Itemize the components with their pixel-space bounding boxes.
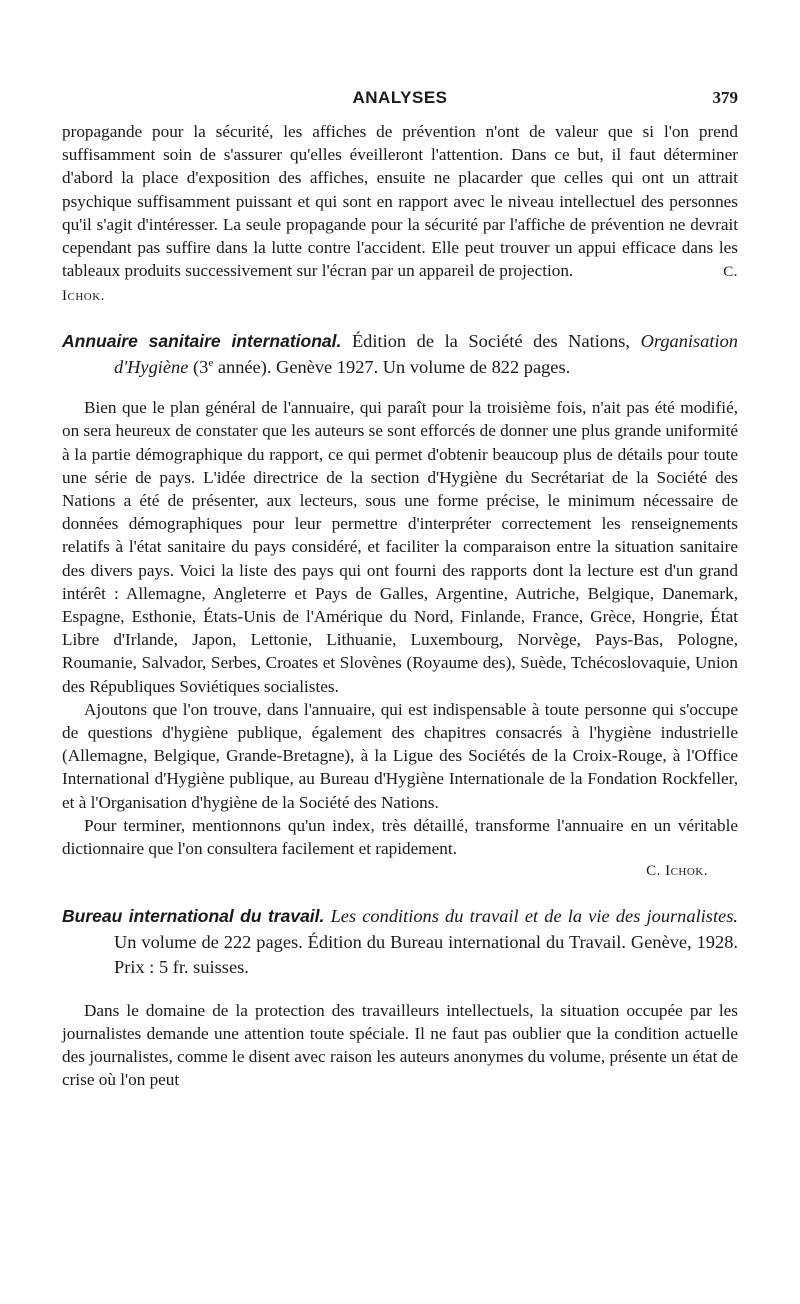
review-paragraph: Dans le domaine de la protection des travailleurs intellectuels, la situation occupée par les journalistes demande une attention toute spéciale. Il ne faut pas oublier que la condition actuelle des journalistes, comme le disent avec raison les auteurs anonymes du volume, présente un état de crise où l'on peut: [62, 1000, 738, 1090]
review-heading: [62, 904, 738, 981]
review-publication-details: Un volume de 222 pages. Édition du Bureau international du Travail. Genève, 1928. Prix : 5 fr. suisses.: [114, 931, 738, 978]
review-title: Bureau international du travail.: [62, 906, 325, 927]
review-body: [62, 999, 738, 1092]
review-paragraph: Bien que le plan général de l'annuaire, qui paraît pour la troisième fois, n'ait pas été modifié, on sera heureux de constater que les auteurs se sont efforcés de donner une plus grande uniformité à la partie démographique du rapport, ce qui permet d'obtenir beaucoup plus de détails pour toute une série de pays. L'idée directrice de la section d'Hygiène du Secrétariat de la Société des Nations a été de présenter, aux lecteurs, sous une forme précise, le minimum nécessaire de données démographiques pour leur permettre d'interpréter correctement les renseignements relatifs à l'état sanitaire du pays considéré, et faciliter la comparaison entre la situation sanitaire des divers pays. Voici la liste des pays qui ont fourni des rapports dont la lecture est d'un grand intérêt : Allemagne, Angleterre et Pays de Galles, Argentine, Autriche, Belgique, Danemark, Espagne, Esthonie, États-Unis de l'Amérique du Nord, Finlande, France, Grèce, Hongrie, État Libre d'Irlande, Japon, Lettonie, Lithuanie, Luxembourg, Norvège, Pays-Bas, Pologne, Roumanie, Salvador, Serbes, Croates et Slovènes (Royaume des), Suède, Tchécoslovaquie, Union des Républiques Soviétiques socialistes.: [62, 398, 738, 696]
review-edition: (3: [193, 356, 209, 377]
review-paragraph: Pour terminer, mentionnons qu'un index, très détaillé, transforme l'annuaire en un véritable dictionnaire que l'on consultera facilement et rapidement.: [62, 815, 738, 859]
review-publication-details: année). Genève 1927. Un volume de 822 pages.: [217, 356, 571, 377]
edition-superscript: e: [208, 356, 214, 369]
running-title: ANALYSES: [352, 88, 448, 107]
review-body: [62, 396, 738, 882]
document-page: [62, 88, 738, 1092]
review-book-title: Les conditions du travail et de la vie des journalistes.: [330, 906, 738, 927]
signature: C. Ichok.: [62, 264, 738, 305]
review-organisation: Organisation d'Hygiène: [114, 331, 738, 377]
signature: C. Ichok.: [646, 863, 708, 880]
section1-paragraph: [62, 120, 738, 307]
review-heading: [62, 329, 738, 380]
section1-text: propagande pour la sécurité, les affiches de prévention n'ont de valeur que si l'on prend suffisamment soin de s'assurer qu'elles éveilleront l'attention. Dans ce but, il faut déterminer d'abord la place d'exposition des affiches, ensuite ne placarder que celles qui ont un attrait psychique suffisamment puissant et qui sont en rapport avec le niveau intellectuel des personnes qu'il s'agit d'intéresser. La seule propagande pour la sécurité par l'affiche de prévention ne devrait cependant pas suffire dans la lutte contre l'accident. Elle peut trouver un appui efficace dans les tableaux produits successivement sur l'écran par un appareil de projection.: [62, 122, 738, 281]
review-publisher: Édition de la Société des Nations,: [351, 331, 630, 352]
running-header: [62, 88, 738, 120]
review-title: Annuaire sanitaire international.: [62, 331, 342, 352]
review-paragraph: Ajoutons que l'on trouve, dans l'annuaire, qui est indispensable à toute personne qui s'occupe de questions d'hygiène publique, également des chapitres consacrés à l'hygiène industrielle (Allemagne, Belgique, Grande-Bretagne), à la Ligue des Sociétés de la Croix-Rouge, à l'Office International d'Hygiène publique, au Bureau d'Hygiène Internationale de la Fondation Rockfeller, et à l'Organisation d'hygiène de la Société des Nations.: [62, 699, 738, 812]
page-number: 379: [712, 88, 738, 107]
